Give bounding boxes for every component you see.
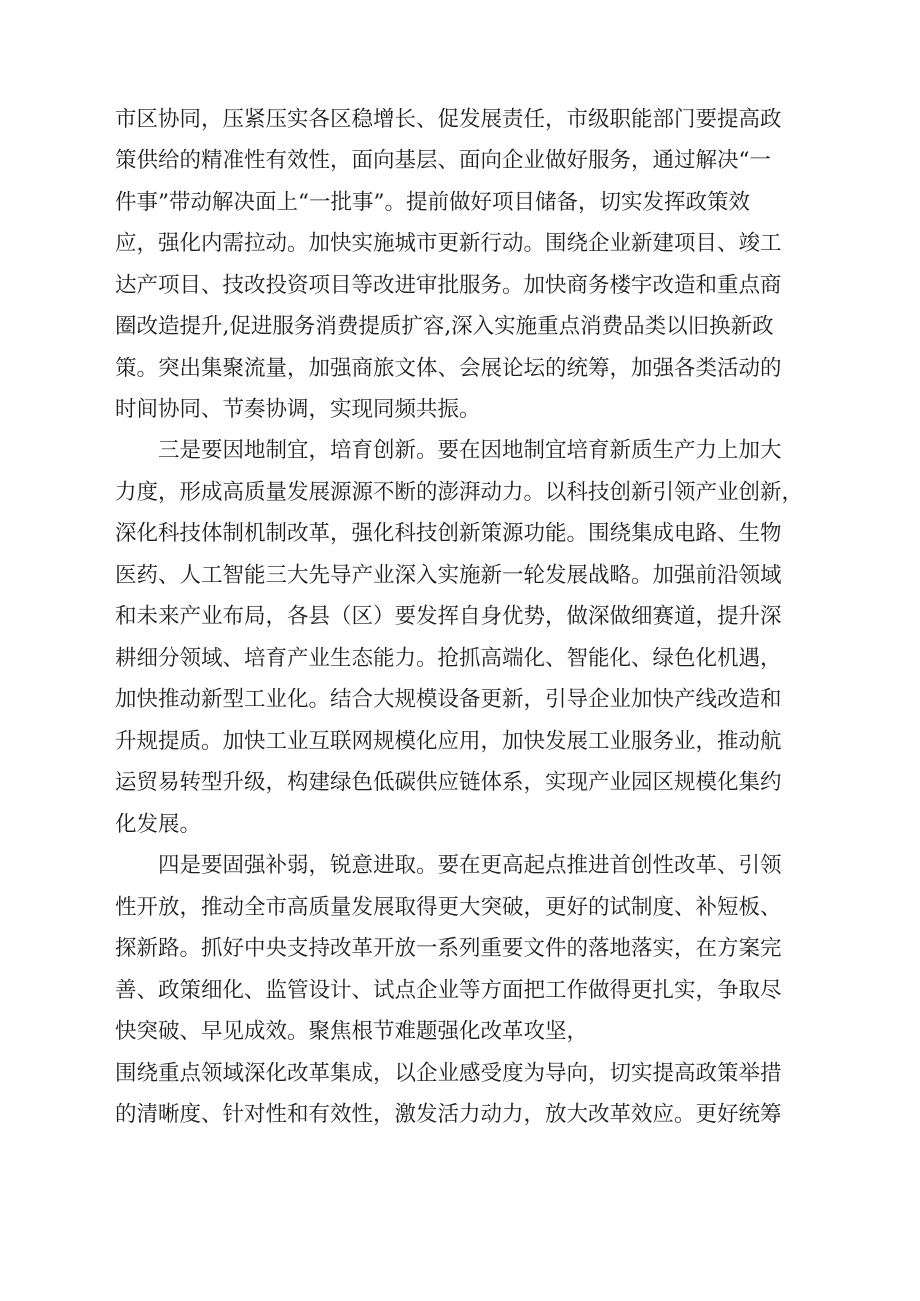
line-text: 时间协同、节奏协调，实现同频共振。 (115, 397, 481, 422)
text-line (0, 183, 920, 223)
line-text: 达产项目、技改投资项目等改进审批服务。加快商务楼宇改造和重点商 (115, 273, 782, 298)
text-line (0, 888, 920, 928)
line-text: 化发展。 (115, 812, 202, 837)
text-line (0, 514, 920, 554)
text-line (0, 929, 920, 969)
text-line (0, 680, 920, 720)
text-line (0, 763, 920, 803)
line-text: 加快推动新型工业化。结合大规模设备更新，引导企业加快产线改造和 (115, 687, 782, 712)
line-text: 运贸易转型升级，构建绿色低碳供应链体系，实现产业园区规模化集约 (115, 770, 782, 795)
text-line (0, 556, 920, 596)
line-text: 四是要固强补弱，锐意进取。要在更高起点推进首创性改革、引领 (158, 853, 782, 878)
text-line (0, 473, 920, 513)
text-line (0, 1095, 920, 1135)
line-text: 性开放，推动全市高质量发展取得更大突破，更好的试制度、补短板、 (115, 895, 782, 920)
line-text: 三是要因地制宜，培育创新。要在因地制宜培育新质生产力上加大 (158, 438, 782, 463)
line-text: 策。突出集聚流量，加强商旅文体、会展论坛的统筹，加强各类活动的 (115, 356, 782, 381)
text-line (0, 597, 920, 637)
line-text: 深化科技体制机制改革，强化科技创新策源功能。围绕集成电路、生物 (115, 521, 782, 546)
text-line (0, 1012, 920, 1052)
text-line (0, 307, 920, 347)
line-text: 市区协同，压紧压实各区稳增长、促发展责任，市级职能部门要提高政 (115, 107, 782, 132)
line-text: 探新路。抓好中央支持改革开放一系列重要文件的落地落实，在方案完 (115, 936, 782, 961)
text-line (0, 224, 920, 264)
line-text: 应，强化内需拉动。加快实施城市更新行动。围绕企业新建项目、竣工 (115, 231, 782, 256)
text-line (0, 266, 920, 306)
line-text: 件事”带动解决面上“一批事”。提前做好项目储备，切实发挥政策效 (115, 190, 750, 215)
text-line (0, 390, 920, 430)
line-text: 医药、人工智能三大先导产业深入实施新一轮发展战略。加强前沿领域 (115, 563, 782, 588)
line-text: 圈改造提升,促进服务消费提质扩容,深入实施重点消费品类以旧换新政 (115, 314, 774, 339)
text-line (0, 639, 920, 679)
text-line (0, 846, 920, 886)
text-line (0, 349, 920, 389)
text-line (0, 805, 920, 845)
line-text: 策供给的精准性有效性，面向基层、面向企业做好服务，通过解决“一 (115, 148, 771, 173)
text-line (0, 722, 920, 762)
line-text: 耕细分领域、培育产业生态能力。抢抓高端化、智能化、绿色化机遇， (115, 646, 782, 671)
text-line (0, 971, 920, 1011)
text-line (0, 100, 920, 140)
text-line (0, 431, 920, 471)
line-text: 善、政策细化、监管设计、试点企业等方面把工作做得更扎实，争取尽 (115, 978, 782, 1003)
line-text: 和未来产业布局，各县（区）要发挥自身优势，做深做细赛道，提升深 (115, 604, 782, 629)
line-text: 围绕重点领域深化改革集成，以企业感受度为导向，切实提高政策举措 (115, 1061, 782, 1086)
line-text: 快突破、早见成效。聚焦根节难题强化改革攻坚， (115, 1019, 589, 1044)
text-line (0, 1054, 920, 1094)
line-text: 的清晰度、针对性和有效性，激发活力动力，放大改革效应。更好统筹 (115, 1102, 782, 1127)
text-line (0, 141, 920, 181)
line-text: 升规提质。加快工业互联网规模化应用，加快发展工业服务业，推动航 (115, 729, 782, 754)
line-text: 力度，形成高质量发展源源不断的澎湃动力。以科技创新引领产业创新， (115, 480, 804, 505)
